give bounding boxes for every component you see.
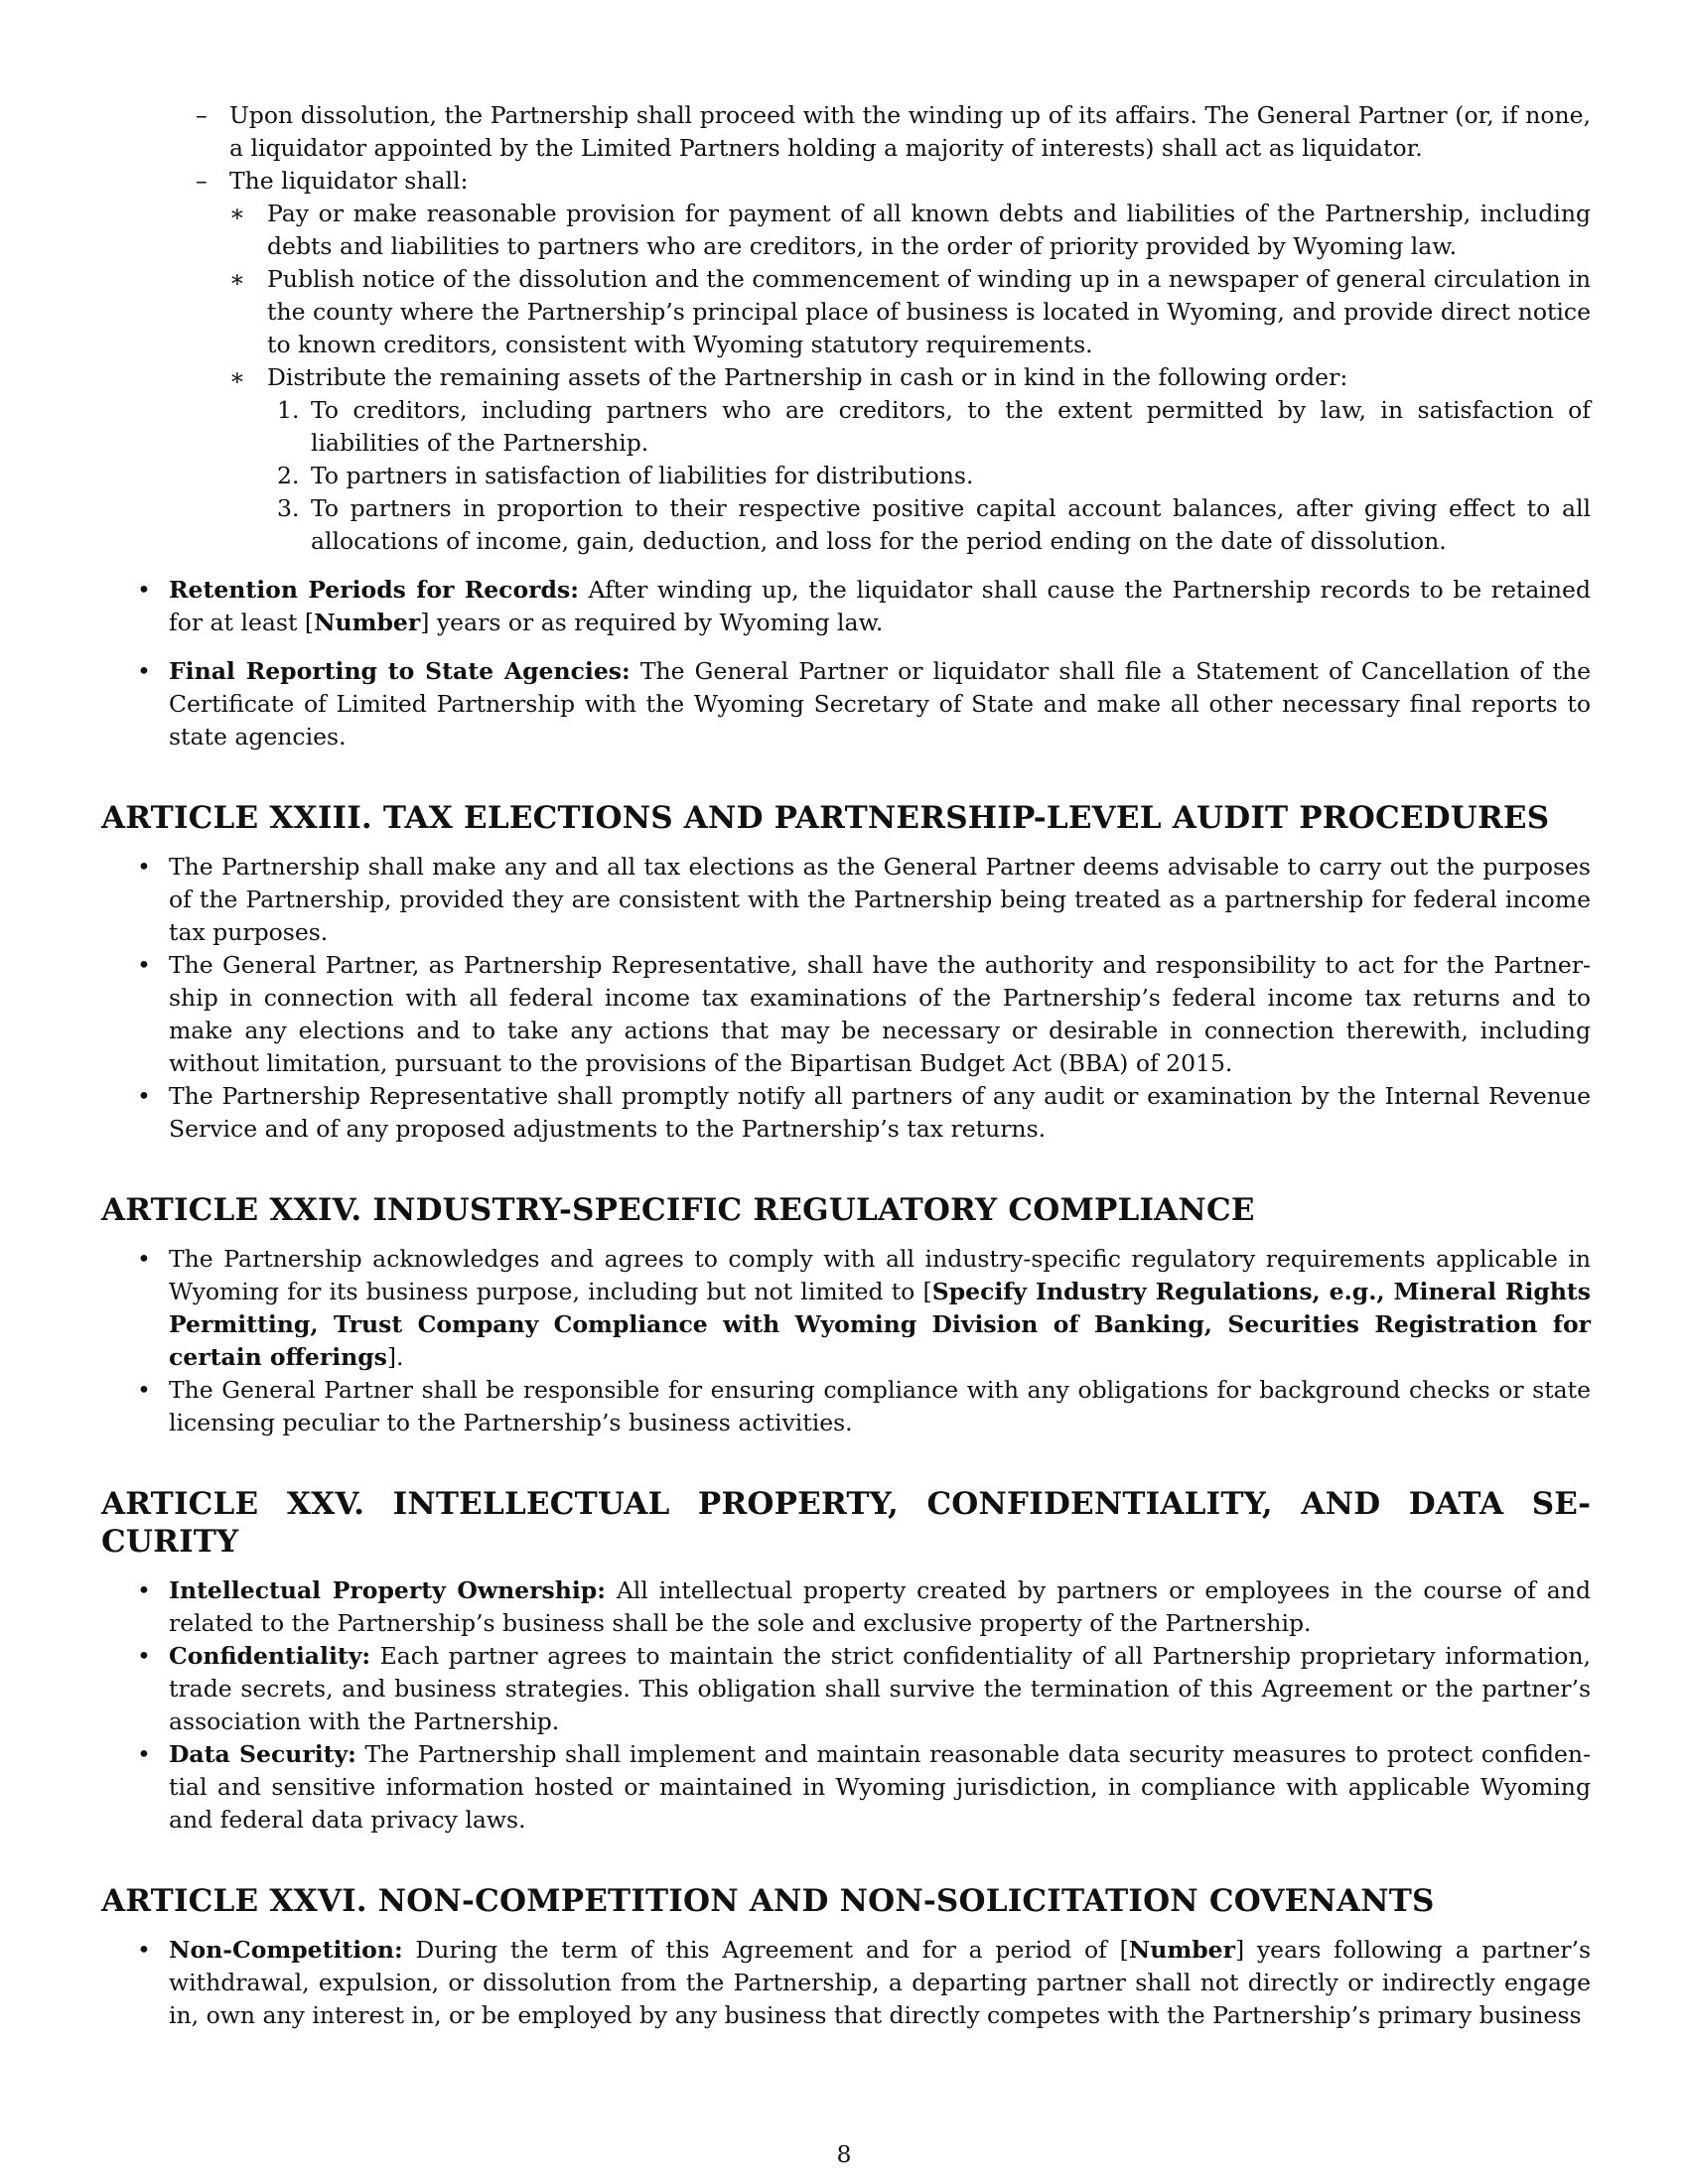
retention-label: Retention Periods for Records: — [169, 576, 579, 604]
article-xxvi-list — [101, 1934, 1591, 2032]
article-xxv-heading: ARTICLE XXV. INTELLECTUAL PROPERTY, CONFIDENTIALITY, AND DATA SECURITY — [101, 1486, 1591, 1560]
list-item: 2. To partners in satisfaction of liabilities for distributions. — [277, 462, 974, 489]
star-item-distribute-assets: ∗ Distribute the remaining assets of the Partnership in cash or in kind in the following order: 1. To creditors, including partners who are creditors, to the extent permitted by law, in satisfaction of liabilities of the Partnership. 2. To partners in satisfaction of liabilities for distributions. 3. To partners in proportion to their respective positive capital account balances, after giving effect to all allocations of income, gain, deduction, and loss for the period ending on the date of dissolution. — [229, 361, 1591, 558]
star-item-publish-notice: ∗ Publish notice of the dissolution and the commencement of winding up in a newspaper of general circulation in the county where the Partnership’s principal place of business is located in Wyoming, and provide direct notice to known creditors, consistent with Wyoming statutory requirements. — [229, 263, 1591, 361]
article-xxiv-heading: ARTICLE XXIV. INDUSTRY-SPECIFIC REGULATORY COMPLIANCE — [101, 1192, 1255, 1228]
list-item: • The General Partner, as Partnership Representative, shall have the authority and responsibility to act for the Partnership in connection with all federal income tax examinations of the Partnership’s federal income tax returns and to make any elections and to take any actions that may be necessary or desirable in connection therewith, including without limitation, pursuant to the provisions of the Bipartisan Budget Act (BBA) of 2015. — [101, 949, 1591, 1080]
dash-item-liquidator: – The liquidator shall: ∗ Pay or make reasonable provision for payment of all known debts and liabilities of the Partnership, including debts and liabilities to partners who are creditors, in the order of priority provided by Wyoming law. ∗ Publish notice of the dissolution and the commencement of winding up in a newspaper of general circulation in the county where the Partnership’s principal place of business is located in Wyoming, and provide direct notice to known creditors, consistent with Wyoming statutory requirements. ∗ Distribute the remaining assets of the Partnership in cash or in kind in the following order: 1. To creditors, including partners who are creditors, to the extent permitted by law, in satisfaction of liabilities of the Partnership. 2. To partners in satisfaction of liabilities for distributions. 3. To partners in proportion to their respective positive capital account balances, after giving effect to all allocations of income, gain, deduction, and loss for the period ending on the date of dissolution. — [196, 165, 1591, 558]
article-xxiv-list — [101, 1243, 1591, 1439]
article-xxiii-heading: ARTICLE XXIII. TAX ELECTIONS AND PARTNERSHIP-LEVEL AUDIT PROCEDURES — [101, 800, 1550, 836]
retention-periods-item: • Retention Periods for Records: After winding up, the liquidator shall cause the Partnership records to be retained for at least [Number] years or as required by Wyoming law. — [101, 574, 1591, 639]
list-item: • Confidentiality: Each partner agrees to maintain the strict confidentiality of all Partnership proprietary information, trade secrets, and business strategies. This obligation shall survive the termination of this Agreement or the partner’s association with the Partnership. — [101, 1640, 1591, 1738]
article-xxvi-heading: ARTICLE XXVI. NON-COMPETITION AND NON-SOLICITATION COVENANTS — [101, 1883, 1435, 1919]
page-number: 8 — [836, 2140, 852, 2168]
list-item: • The Partnership acknowledges and agrees to comply with all industry-specific regulatory requirements applicable in Wyoming for its business purpose, including but not limited to [Specify Industry Regulations, e.g., Mineral Rights Permitting, Trust Company Compliance with Wyoming Division of Banking, Securities Registration for certain offerings]. — [101, 1243, 1591, 1374]
list-item: • The Partnership Representative shall promptly notify all partners of any audit or examination by the Internal Revenue Service and of any proposed adjustments to the Partnership’s tax returns. — [101, 1080, 1591, 1146]
item-label: Confidentiality: — [169, 1642, 371, 1670]
non-competition-item: • Non-Competition: During the term of this Agreement and for a period of [Number] years following a partner’s withdrawal, expulsion, or dissolution from the Partnership, a departing partner shall not directly or indirectly engage in, own any interest in, or be employed by any business that directly competes with the Partnership’s primary business — [101, 1934, 1591, 2032]
item-label: Non-Competition: — [169, 1936, 403, 1964]
item-label: Data Security: — [169, 1740, 356, 1768]
final-reporting-label: Final Reporting to State Agencies: — [169, 657, 631, 685]
winding-up-list — [196, 99, 1591, 558]
item-label: Intellectual Property Ownership: — [169, 1576, 606, 1604]
industry-regulations-placeholder: Specify Industry Regulations, e.g., Mineral Rights Permitting, Trust Company Compliance with Wyoming Division of Banking, Securities Registration for certain offerings — [169, 1278, 1591, 1371]
list-item: • Intellectual Property Ownership: All intellectual property created by partners or employees in the course of and related to the Partnership’s business shall be the sole and exclusive property of the Partnership. — [101, 1574, 1591, 1640]
distribution-order-list — [277, 394, 1591, 558]
article-xxiii-list — [101, 851, 1591, 1146]
post-winding-list — [101, 574, 1591, 753]
number-placeholder: Number — [1128, 1936, 1235, 1964]
list-item: • Data Security: The Partnership shall implement and maintain reasonable data security measures to protect confidential and sensitive information hosted or maintained in Wyoming jurisdiction, in compliance with applicable Wyoming and federal data privacy laws. — [101, 1738, 1591, 1837]
list-item: • The General Partner shall be responsible for ensuring compliance with any obligations for background checks or state licensing peculiar to the Partnership’s business activities. — [101, 1374, 1591, 1439]
document-page — [101, 99, 1591, 2032]
list-item: • The Partnership shall make any and all tax elections as the General Partner deems advisable to carry out the purposes of the Partnership, provided they are consistent with the Partnership being treated as a partnership for federal income tax purposes. — [101, 851, 1591, 949]
dash-item-dissolution: – Upon dissolution, the Partnership shall proceed with the winding up of its affairs. The General Partner (or, if none, a liquidator appointed by the Limited Partners holding a majority of interests) shall act as liquidator. — [196, 99, 1591, 165]
list-item: 1. To creditors, including partners who are creditors, to the extent permitted by law, in satisfaction of liabilities of the Partnership. — [277, 396, 1591, 457]
list-item: 3. To partners in proportion to their respective positive capital account balances, after giving effect to all allocations of income, gain, deduction, and loss for the period ending on the date of dissolution. — [277, 494, 1591, 555]
liquidator-duties-list — [229, 198, 1591, 558]
number-placeholder: Number — [314, 609, 421, 636]
star-item-pay-debts: ∗ Pay or make reasonable provision for payment of all known debts and liabilities of the Partnership, including debts and liabilities to partners who are creditors, in the order of priority provided by Wyoming law. — [229, 198, 1591, 263]
article-xxv-list — [101, 1574, 1591, 1837]
final-reporting-item: • Final Reporting to State Agencies: The General Partner or liquidator shall file a Statement of Cancellation of the Certificate of Limited Partnership with the Wyoming Secretary of State and make all other necessary final reports to state agencies. — [101, 655, 1591, 753]
